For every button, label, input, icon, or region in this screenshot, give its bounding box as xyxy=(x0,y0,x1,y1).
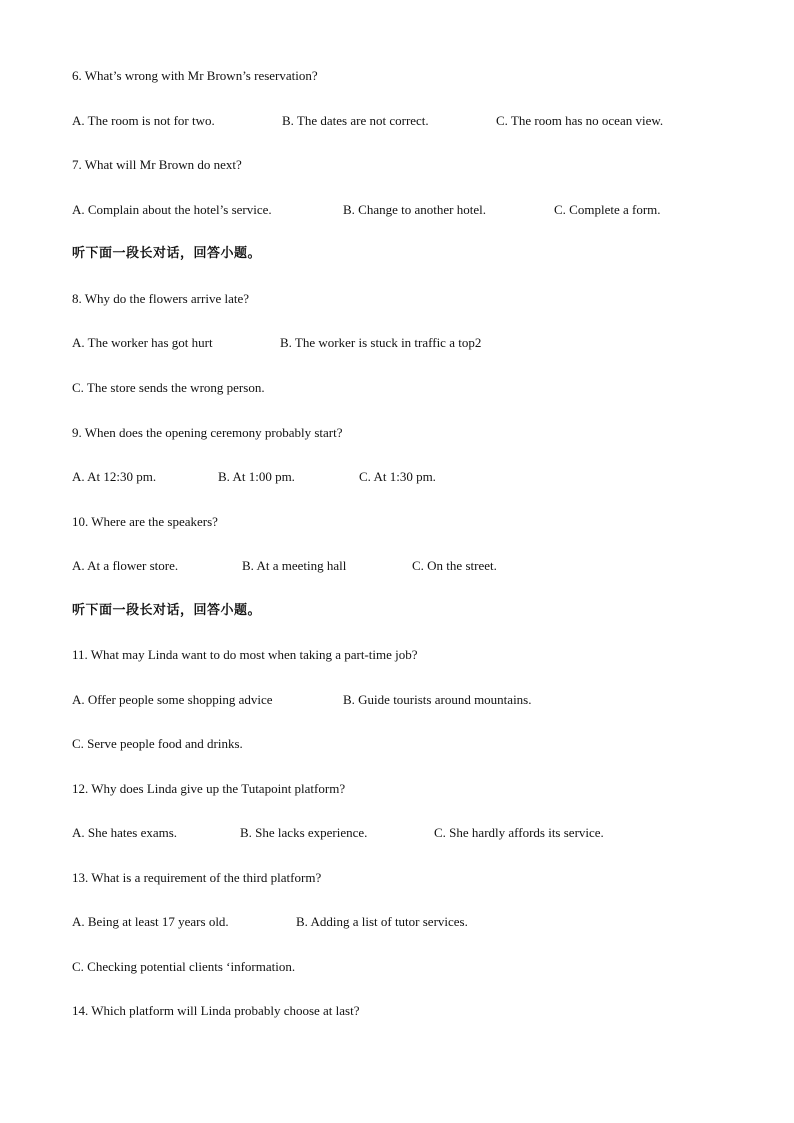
option-6b: B. The dates are not correct. xyxy=(282,113,429,128)
question-6: 6. What’s wrong with Mr Brown’s reservation? xyxy=(72,68,318,83)
question-10: 10. Where are the speakers? xyxy=(72,514,218,529)
option-10a: A. At a flower store. xyxy=(72,558,179,573)
option-6c: C. The room has no ocean view. xyxy=(496,113,664,128)
option-9a: A. At 12:30 pm. xyxy=(72,469,157,484)
option-10c: C. On the street. xyxy=(412,558,497,573)
option-13c: C. Checking potential clients ‘information. xyxy=(72,959,296,974)
question-7-options xyxy=(72,202,752,218)
option-9b: B. At 1:00 pm. xyxy=(218,469,295,484)
option-13a: A. Being at least 17 years old. xyxy=(72,914,229,929)
option-12a: A. She hates exams. xyxy=(72,825,178,840)
option-13b: B. Adding a list of tutor services. xyxy=(296,914,468,929)
question-7: 7. What will Mr Brown do next? xyxy=(72,157,242,172)
option-8b: B. The worker is stuck in traffic a top2 xyxy=(280,335,482,350)
option-11c: C. Serve people food and drinks. xyxy=(72,736,243,751)
question-10-options xyxy=(72,558,752,574)
section-heading: 听下面一段长对话，回答小题。 xyxy=(72,246,262,261)
question-8-options xyxy=(72,335,752,351)
question-6-options xyxy=(72,113,752,129)
section-heading: 听下面一段长对话，回答小题。 xyxy=(72,603,262,618)
option-6a: A. The room is not for two. xyxy=(72,113,215,128)
option-7a: A. Complain about the hotel’s service. xyxy=(72,202,272,217)
option-11b: B. Guide tourists around mountains. xyxy=(343,692,532,707)
question-11-options xyxy=(72,692,752,708)
question-9-options xyxy=(72,469,752,485)
question-13: 13. What is a requirement of the third platform? xyxy=(72,870,322,885)
option-8a: A. The worker has got hurt xyxy=(72,335,213,350)
option-12b: B. She lacks experience. xyxy=(240,825,368,840)
question-9: 9. When does the opening ceremony probably start? xyxy=(72,425,343,440)
question-13-options xyxy=(72,914,752,930)
option-12c: C. She hardly affords its service. xyxy=(434,825,604,840)
option-7c: C. Complete a form. xyxy=(554,202,661,217)
option-10b: B. At a meeting hall xyxy=(242,558,347,573)
option-9c: C. At 1:30 pm. xyxy=(359,469,436,484)
option-11a: A. Offer people some shopping advice xyxy=(72,692,273,707)
option-7b: B. Change to another hotel. xyxy=(343,202,486,217)
question-12-options xyxy=(72,825,752,841)
question-12: 12. Why does Linda give up the Tutapoint platform? xyxy=(72,781,346,796)
question-8: 8. Why do the flowers arrive late? xyxy=(72,291,249,306)
question-14: 14. Which platform will Linda probably choose at last? xyxy=(72,1003,360,1018)
option-8c: C. The store sends the wrong person. xyxy=(72,380,265,395)
question-11: 11. What may Linda want to do most when taking a part-time job? xyxy=(72,647,418,662)
